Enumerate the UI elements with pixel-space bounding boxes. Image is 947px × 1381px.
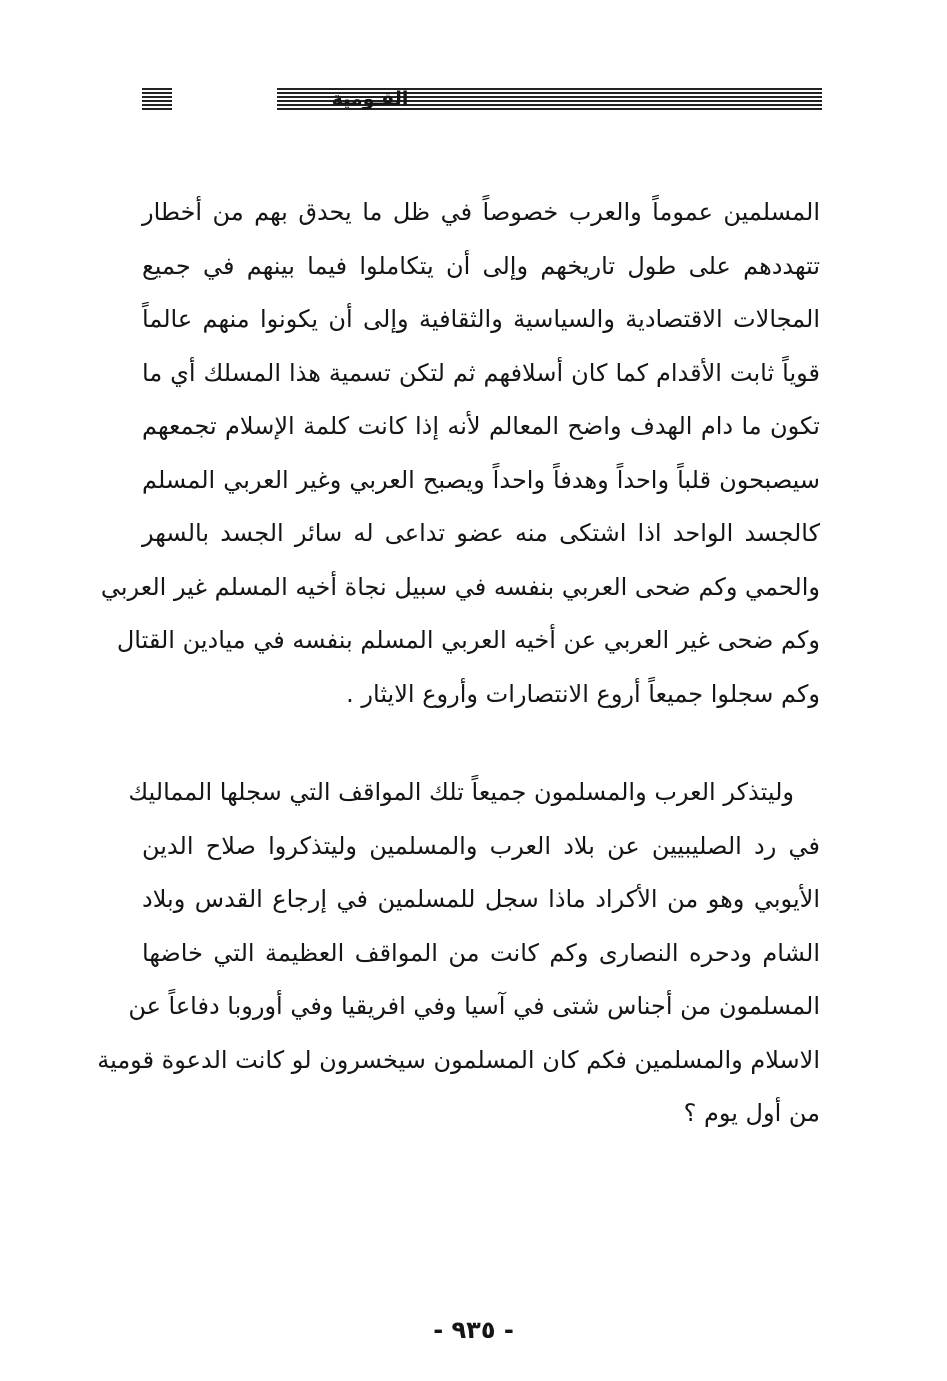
text-line: والحمي وكم ضحى العربي بنفسه في سبيل نجاة أخيه المسلم غير العربي (100, 572, 820, 601)
text-line: الأيوبي وهو من الأكراد ماذا سجل للمسلمين في إرجاع القدس وبلاد (142, 885, 820, 913)
running-header (142, 84, 822, 114)
text-line: في رد الصليبيين عن بلاد العرب والمسلمين وليتذكروا صلاح الدين (142, 831, 820, 860)
text-line: الشام ودحره النصارى وكم كانت من المواقف العظيمة التي خاضها (142, 938, 820, 967)
text-line: تتهددهم على طول تاريخهم وإلى أن يتكاملوا فيما بينهم في جميع (142, 251, 820, 280)
text-line: كالجسد الواحد اذا اشتكى منه عضو تداعى له سائر الجسد بالسهر (142, 519, 820, 547)
text-line: قوياً ثابت الأقدام كما كان أسلافهم ثم لتكن تسمية هذا المسلك أي ما (142, 358, 820, 387)
text-line: وكم سجلوا جميعاً أروع الانتصارات وأروع الايثار . (346, 679, 820, 708)
text-line: من أول يوم ؟ (683, 1099, 820, 1127)
text-line: المسلمين عموماً والعرب خصوصاً في ظل ما يحدق بهم من أخطار (142, 198, 820, 226)
text-line: تكون ما دام الهدف واضح المعالم لأنه إذا كانت كلمة الإسلام تجمعهم (142, 412, 820, 440)
body-text (97, 186, 820, 1141)
paragraph-1 (100, 186, 820, 721)
text-line: الاسلام والمسلمين فكم كان المسلمون سيخسرون لو كانت الدعوة قومية (97, 1045, 820, 1074)
paragraph-2 (97, 766, 820, 1141)
header-rule-short (142, 88, 172, 110)
page-number: - ٩٣٥ - (433, 1316, 514, 1344)
text-line: المسلمون من أجناس شتى في آسيا وفي افريقيا وفي أوروبا دفاعاً عن (128, 992, 820, 1020)
text-line: وكم ضحى غير العربي عن أخيه العربي المسلم بنفسه في ميادين القتال (116, 626, 820, 654)
text-line: سيصبحون قلباً واحداً وهدفاً واحداً ويصبح العربي وغير العربي المسلم (142, 465, 820, 494)
header-title: القـومية (331, 88, 409, 110)
text-line: المجالات الاقتصادية والسياسية والثقافية وإلى أن يكونوا منهم عالماً (142, 305, 820, 333)
text-line: وليتذكر العرب والمسلمون جميعاً تلك المواقف التي سجلها المماليك (128, 778, 794, 806)
